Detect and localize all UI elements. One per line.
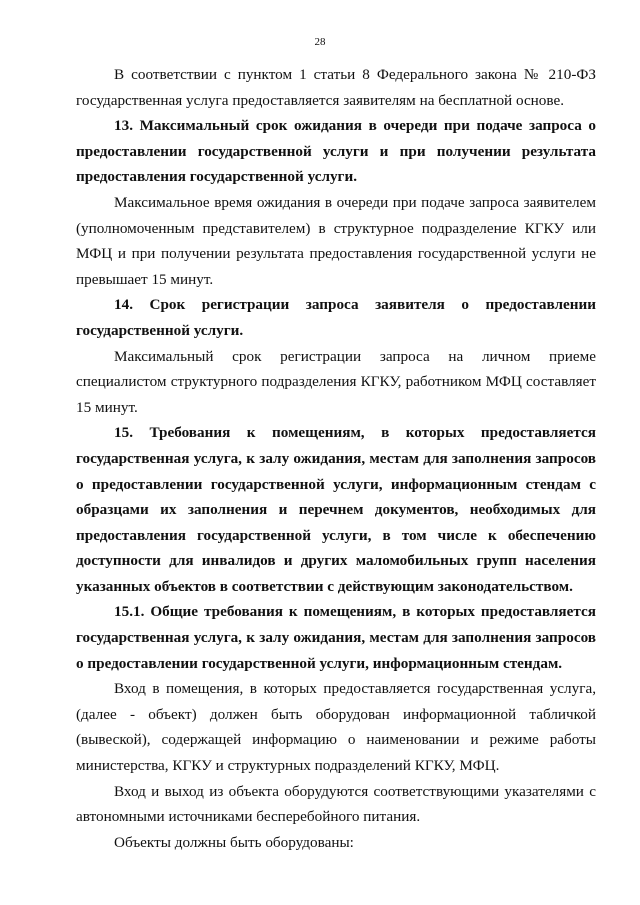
heading-section-15: 15. Требования к помещениям, в которых предоставляется государственная услуга, к залу ожидания, местам для заполнения запросов о предоставлении государственной услуги, информационным стендам с образцами их заполнения и перечнем документов, необходимых для предоставления государственной услуги, в том числе к обеспечению доступности для инвалидов и других маломобильных групп населения указанных объектов в соответствии с действующим законодательством. <box>76 424 596 595</box>
paragraph-queue-waiting-time: Максимальное время ожидания в очереди при подаче запроса заявителем (уполномоченным представителем) в структурное подразделение КГКУ или МФЦ и при получении результата предоставления государственной услуги не превышает 15 минут. <box>76 193 596 288</box>
heading-section-13: 13. Максимальный срок ожидания в очереди при подаче запроса о предоставлении государственной услуги и при получении результата предоставления государственной услуги. <box>76 117 596 186</box>
paragraph-objects-equipped: Объекты должны быть оборудованы: <box>114 833 354 851</box>
paragraph-entrance-exit-signs: Вход и выход из объекта оборудуются соответствующими указателями с автономными источниками бесперебойного питания. <box>76 782 596 826</box>
paragraph-registration-time: Максимальный срок регистрации запроса на личном приеме специалистом структурного подразделения КГКУ, работником МФЦ составляет 15 минут. <box>76 347 596 416</box>
heading-section-15-1: 15.1. Общие требования к помещениям, в которых предоставляется государственная услуга, к залу ожидания, местам для заполнения запросов о предоставлении государственной услуги, информационным стендам. <box>76 603 596 672</box>
document-body <box>76 62 596 855</box>
heading-section-14: 14. Срок регистрации запроса заявителя о предоставлении государственной услуги. <box>76 296 596 339</box>
page-number: 28 <box>314 36 326 48</box>
paragraph-free-of-charge: В соответствии с пунктом 1 статьи 8 Федерального закона № 210-ФЗ государственная услуга предоставляется заявителям на бесплатной основе. <box>76 66 596 109</box>
paragraph-entrance-signage: Вход в помещения, в которых предоставляется государственная услуга, (далее - объект) должен быть оборудован информационной табличкой (вывеской), содержащей информацию о наименовании и режиме работы министерства, КГКУ и структурных подразделений КГКУ, МФЦ. <box>76 680 596 775</box>
